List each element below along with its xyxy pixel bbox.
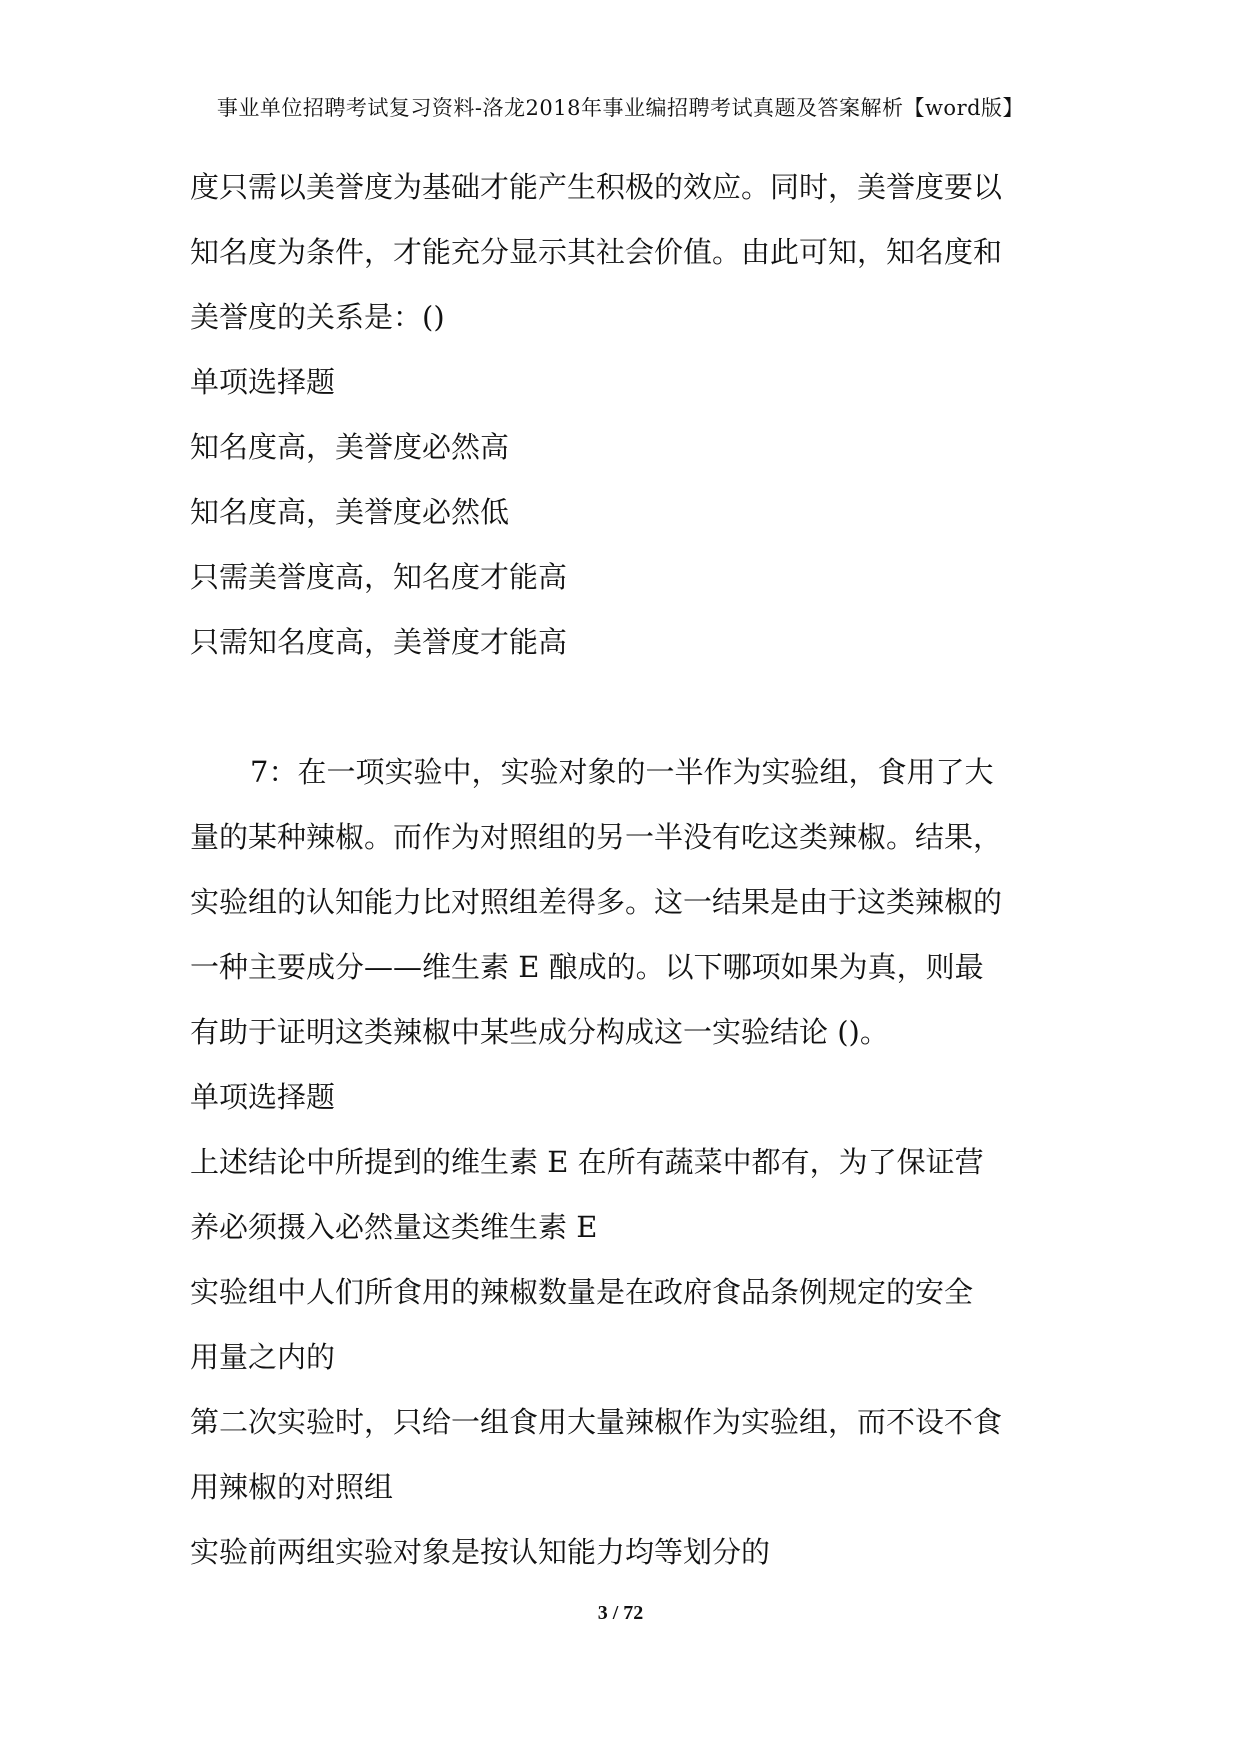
q7-option-1-line-1: 上述结论中所提到的维生素 E 在所有蔬菜中都有，为了保证营: [190, 1145, 984, 1179]
q7-stem-line-3: 实验组的认知能力比对照组差得多。这一结果是由于这类辣椒的: [190, 885, 1003, 919]
q7-option-3-line-2: 用辣椒的对照组: [190, 1470, 394, 1504]
q6-option-1: 知名度高，美誉度必然高: [190, 430, 510, 464]
q7-option-1-line-2: 养必须摄入必然量这类维生素 E: [190, 1210, 598, 1244]
paragraph-spacer: [190, 675, 1070, 740]
q7-option-3-line-1: 第二次实验时，只给一组食用大量辣椒作为实验组，而不设不食: [190, 1405, 1003, 1439]
q6-stem-line-1: 度只需以美誉度为基础才能产生积极的效应。同时，美誉度要以: [190, 170, 1003, 204]
q6-stem-line-3: 美誉度的关系是：(): [190, 300, 445, 334]
q6-option-2: 知名度高，美誉度必然低: [190, 495, 510, 529]
q7-option-2-line-2: 用量之内的: [190, 1340, 336, 1374]
q7-stem-line-5: 有助于证明这类辣椒中某些成分构成这一实验结论 ()。: [190, 1015, 889, 1049]
q7-option-2-line-1: 实验组中人们所食用的辣椒数量是在政府食品条例规定的安全: [190, 1275, 974, 1309]
q6-stem-line-2: 知名度为条件，才能充分显示其社会价值。由此可知，知名度和: [190, 235, 1003, 269]
q7-option-4: 实验前两组实验对象是按认知能力均等划分的: [190, 1535, 771, 1569]
page-number: 3 / 72: [597, 1602, 644, 1624]
q7-stem-line-1: 7：在一项实验中，实验对象的一半作为实验组，食用了大: [250, 755, 994, 789]
q6-question-type: 单项选择题: [190, 365, 336, 399]
page-header: 事业单位招聘考试复习资料-洛龙2018年事业编招聘考试真题及答案解析【word版】: [216, 96, 1025, 120]
q7-stem-line-4: 一种主要成分——维生素 E 酿成的。以下哪项如果为真，则最: [190, 950, 984, 984]
q7-stem-line-2: 量的某种辣椒。而作为对照组的另一半没有吃这类辣椒。结果，: [190, 820, 1003, 854]
document-body: [190, 155, 1070, 1585]
q7-question-type: 单项选择题: [190, 1080, 336, 1114]
q6-option-3: 只需美誉度高，知名度才能高: [190, 560, 568, 594]
q6-option-4: 只需知名度高，美誉度才能高: [190, 625, 568, 659]
